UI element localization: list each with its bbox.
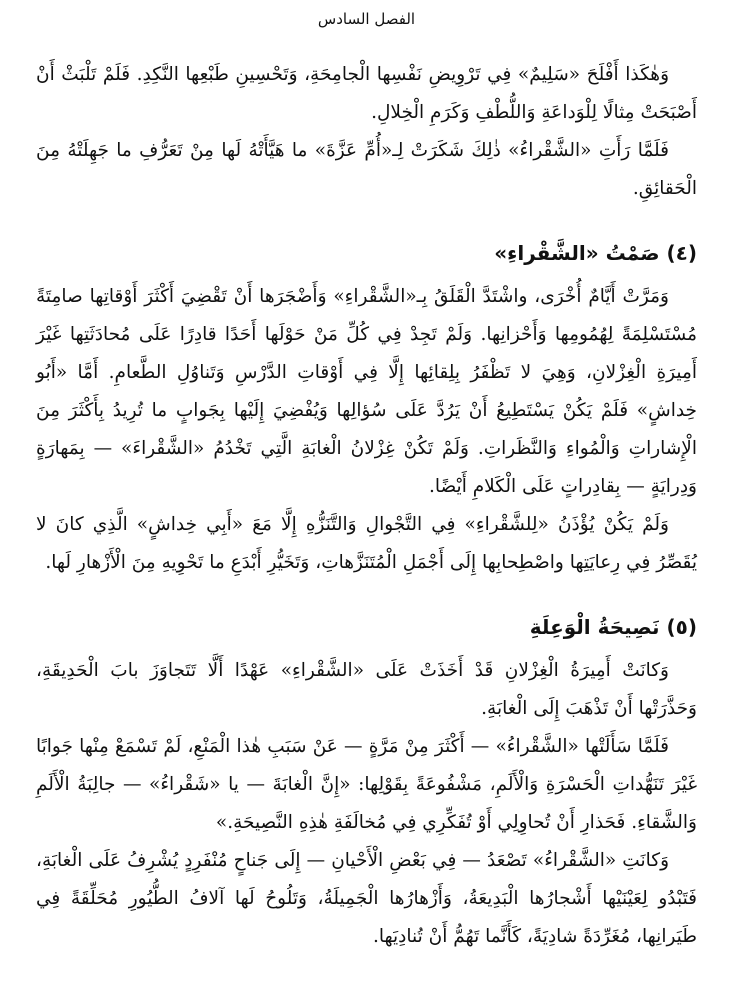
- section-heading-4: (٤) صَمْتُ «الشَّقْراءِ»: [494, 241, 697, 265]
- paragraph-section5-1: وَكانَتْ أَمِيرَةُ الْغِزْلانِ قَدْ أَخَذَتْ عَلَى «الشَّقْراءِ» عَهْدًا أَلَّا تَتَجاوَزَ بابَ الْحَدِيقَةِ، وَحَذَّرَتْها أَنْ تَذْهَبَ إِلَى الْغابَةِ.: [36, 660, 697, 719]
- running-header: الفصل السادس: [317, 10, 416, 28]
- paragraph-section5-2: فَلَمَّا سَأَلَتْها «الشَّقْراءُ» — أَكْثَرَ مِنْ مَرَّةٍ — عَنْ سَبَبِ هٰذا الْمَنْعِ، لَمْ تَسْمَعْ مِنْها جَوابًا غَيْرَ تَنَهُّداتِ الْحَسْرَةِ وَالْأَلَمِ، مَشْفُوعَةً بِقَوْلِها: «إِنَّ الْغابَةَ — يا «شَقْراءُ» — جالِبَةُ الْأَلَمِ وَالشَّقاءِ. فَحَذارِ أَنْ تُحاوِلِي أَوْ تُفَكِّرِي فِي مُخالَفَةِ هٰذِهِ النَّصِيحَةِ.»: [36, 736, 697, 833]
- paragraph-section5-3: وَكانَتِ «الشَّقْراءُ» تَصْعَدُ — فِي بَعْضِ الْأَحْيانِ — إِلَى جَناحٍ مُنْفَرِدٍ يُشْرِفُ عَلَى الْغابَةِ، فَتَبْدُو لِعَيْنَيْها أَشْجارُها الْبَدِيعَةُ، وَأَزْهارُها الْجَمِيلَةُ، وَتَلُوحُ لَها آلافُ الطُّيُورِ مُحَلِّقَةً فِي طَيَرانِها، مُغَرِّدَةً شادِيَةً، كَأَنَّما تَهُمُّ أَنْ تُنادِيَها.: [36, 850, 697, 947]
- paragraph-intro-2: فَلَمَّا رَأَتِ «الشَّقْراءُ» ذٰلِكَ شَكَرَتْ لِـ«أُمِّ عَزَّةَ» ما هَيَّأَتْهُ لَها مِنْ تَعَرُّفِ ما جَهِلَتْهُ مِنَ الْحَقائِقِ.: [36, 140, 697, 199]
- paragraph-section4-2: وَلَمْ يَكُنْ يُؤْذَنُ «لِلشَّقْراءِ» فِي التَّجْوالِ وَالتَّنَزُّهِ إِلَّا مَعَ «أَبِي خِداشٍ» الَّذِي كانَ لا يُقَصِّرُ فِي رِعايَتِها واصْطِحابِها إِلَى أَجْمَلِ الْمُتَنَزَّهاتِ، وَتَخَيُّرِ أَبْدَعِ ما تَحْوِيهِ مِنَ الْأَزْهارِ لَها.: [36, 514, 697, 573]
- paragraph-section4-1: وَمَرَّتْ أَيَّامٌ أُخْرَى، واشْتَدَّ الْقَلَقُ بِـ«الشَّقْراءِ» وَأَضْجَرَها أَنْ تَقْضِيَ أَكْثَرَ أَوْقاتِها صامِتَةً مُسْتَسْلِمَةً لِهُمُومِها وَأَحْزانِها. وَلَمْ تَجِدْ فِي كُلِّ مَنْ حَوْلَها أَحَدًا قادِرًا عَلَى مُحادَثَتِها غَيْرَ أَمِيرَةِ الْغِزْلانِ، وَهِيَ لا تَظْفَرُ بِلِقائِها إِلَّا فِي أَوْقاتِ الدَّرْسِ وَتَناوُلِ الطَّعامِ. أَمَّا «أَبُو خِداشٍ» فَلَمْ يَكُنْ يَسْتَطِيعُ أَنْ يَرُدَّ عَلَى سُؤالِها وَيُفْضِيَ إِلَيْها بِجَوابٍ ما تُرِيدُ بِأَكْثَرَ مِنَ الْإِشاراتِ وَالْمُواءِ وَالنَّظَراتِ. وَلَمْ تَكُنْ غِزْلانُ الْغابَةِ الَّتِي تَخْدُمُ «الشَّقْراءَ» — بِمَهارَةٍ وَدِرايَةٍ — بِقادِراتٍ عَلَى الْكَلامِ أَيْضًا.: [36, 286, 697, 497]
- section-heading-5: (٥) نَصِيحَةُ الْوَعِلَةِ: [529, 615, 697, 639]
- paragraph-intro-1: وَهٰكَذا أَفْلَحَ «سَلِيمٌ» فِي تَرْوِيضِ نَفْسِها الْجامِحَةِ، وَتَحْسِينِ طَبْعِها النَّكِدِ. فَلَمْ تَلْبَثْ أَنْ أَصْبَحَتْ مِثالًا لِلْوَداعَةِ وَاللُّطْفِ وَكَرَمِ الْخِلالِ.: [36, 64, 697, 123]
- page-content: [36, 56, 697, 956]
